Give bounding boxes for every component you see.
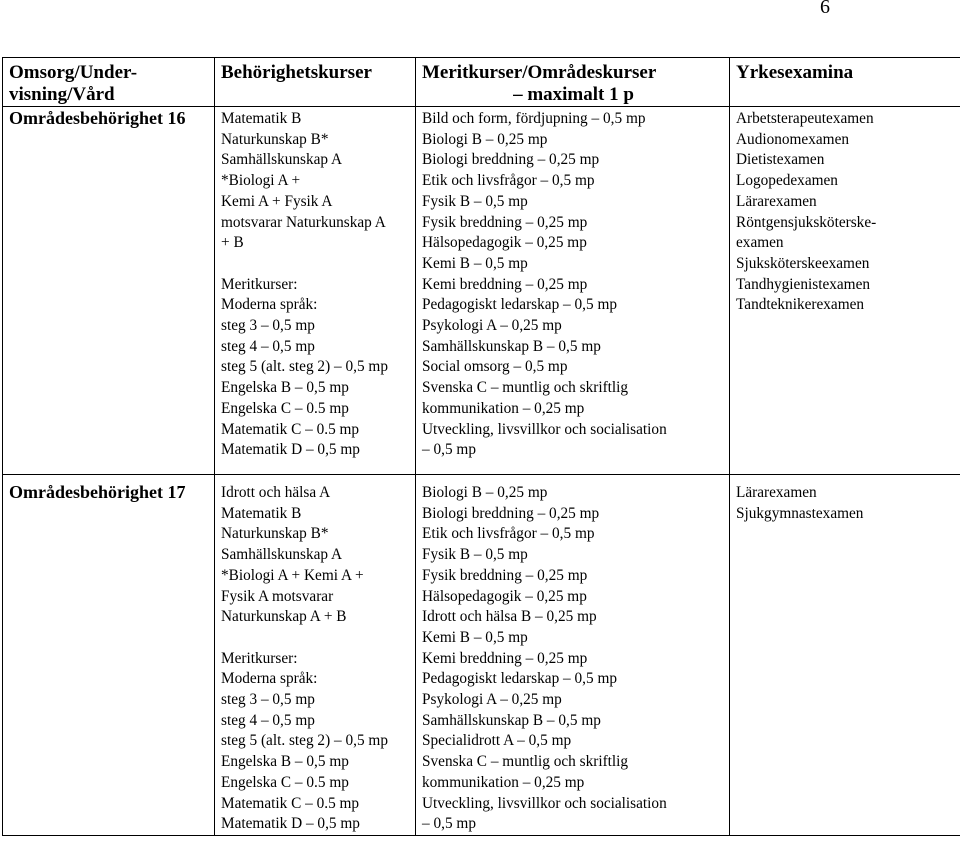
cell-line: Etik och livsfrågor – 0,5 mp bbox=[422, 172, 595, 190]
cell-line: steg 3 – 0,5 mp bbox=[221, 317, 315, 335]
cell-line: Matematik C – 0.5 mp bbox=[221, 794, 360, 812]
cell-line: Tandteknikerexamen bbox=[736, 296, 865, 314]
cell-line: Arbetsterapeutexamen bbox=[736, 110, 874, 127]
header-omsorg bbox=[3, 58, 215, 107]
cell-line: Social omsorg – 0,5 mp bbox=[422, 358, 568, 376]
cell-line: Matematik D – 0,5 mp bbox=[221, 815, 360, 833]
cell-line: Moderna språk: bbox=[221, 670, 318, 688]
header-meritkurser bbox=[416, 58, 730, 107]
cell-line: + B bbox=[221, 234, 244, 252]
header-omsorg-line1: Omsorg/Under- bbox=[9, 62, 138, 83]
cell-line: Audionomexamen bbox=[736, 130, 850, 148]
cell-line: kommunikation – 0,25 mp bbox=[422, 399, 585, 417]
header-behorighet bbox=[215, 58, 416, 107]
cell-line: Sjuksköterskeexamen bbox=[736, 254, 870, 272]
cell-line: examen bbox=[736, 234, 784, 252]
header-omsorg-line2: visning/Vård bbox=[9, 84, 115, 105]
cell-line: Idrott och hälsa B – 0,25 mp bbox=[422, 608, 597, 626]
cell-line: Fysik breddning – 0,25 mp bbox=[422, 213, 588, 231]
cell-line: Matematik C – 0.5 mp bbox=[221, 420, 360, 438]
cell-line: Naturkunskap B* bbox=[221, 525, 329, 543]
table-row bbox=[3, 475, 960, 836]
cell-line: Biologi B – 0,25 mp bbox=[422, 130, 548, 148]
cell-line: Matematik B bbox=[221, 110, 302, 127]
cell-line: Lärarexamen bbox=[736, 484, 817, 501]
cell-line: Pedagogiskt ledarskap – 0,5 mp bbox=[422, 670, 618, 688]
row-label-text: Områdesbehörighet 17 bbox=[9, 482, 186, 502]
cell-line: Lärarexamen bbox=[736, 192, 817, 210]
cell-line: Röntgensjuksköterske- bbox=[736, 213, 877, 231]
cell-line: Fysik A motsvarar bbox=[221, 587, 334, 605]
cell-line: Samhällskunskap B – 0,5 mp bbox=[422, 337, 601, 355]
cell-line: Idrott och hälsa A bbox=[221, 484, 331, 501]
behorighet-cell bbox=[215, 475, 416, 836]
header-row bbox=[3, 58, 960, 107]
cell-line: kommunikation – 0,25 mp bbox=[422, 773, 585, 791]
yrkes-cell bbox=[730, 475, 960, 836]
cell-line: Utveckling, livsvillkor och socialisation bbox=[422, 420, 667, 438]
header-meritkurser-line1: Meritkurser/Områdeskurser bbox=[422, 62, 657, 83]
row-label-text: Områdesbehörighet 16 bbox=[9, 108, 186, 128]
cell-line: Engelska B – 0,5 mp bbox=[221, 379, 349, 397]
cell-line: Engelska B – 0,5 mp bbox=[221, 753, 349, 771]
cell-line: Biologi breddning – 0,25 mp bbox=[422, 504, 600, 522]
cell-line: Utveckling, livsvillkor och socialisation bbox=[422, 794, 667, 812]
yrkes-cell bbox=[730, 107, 960, 475]
cell-line: *Biologi A + Kemi A + bbox=[221, 566, 364, 584]
row-label bbox=[3, 475, 215, 836]
cell-line: Moderna språk: bbox=[221, 296, 318, 314]
admission-table bbox=[2, 57, 960, 836]
cell-line: Svenska C – muntlig och skriftlig bbox=[422, 379, 629, 397]
cell-line: Psykologi A – 0,25 mp bbox=[422, 317, 562, 335]
cell-line: – 0,5 mp bbox=[422, 815, 476, 833]
cell-line: Sjukgymnastexamen bbox=[736, 504, 864, 522]
row-label bbox=[3, 107, 215, 475]
header-yrkesexamina-label: Yrkesexamina bbox=[736, 62, 854, 83]
cell-line: Kemi B – 0,5 mp bbox=[422, 254, 528, 272]
cell-line: – 0,5 mp bbox=[422, 441, 476, 459]
cell-line: Engelska C – 0.5 mp bbox=[221, 773, 349, 791]
cell-line: motsvarar Naturkunskap A bbox=[221, 213, 386, 231]
cell-line: steg 5 (alt. steg 2) – 0,5 mp bbox=[221, 732, 388, 750]
cell-line: Pedagogiskt ledarskap – 0,5 mp bbox=[422, 296, 618, 314]
cell-line: Matematik D – 0,5 mp bbox=[221, 441, 360, 459]
page-number: 6 bbox=[820, 0, 830, 18]
cell-line: Kemi breddning – 0,25 mp bbox=[422, 649, 588, 667]
cell-line: Samhällskunskap A bbox=[221, 151, 343, 169]
cell-line: steg 4 – 0,5 mp bbox=[221, 337, 315, 355]
cell-line: Hälsopedagogik – 0,25 mp bbox=[422, 587, 587, 605]
behorighet-cell bbox=[215, 107, 416, 475]
cell-line: Biologi breddning – 0,25 mp bbox=[422, 151, 600, 169]
cell-line: Samhällskunskap B – 0,5 mp bbox=[422, 711, 601, 729]
header-yrkesexamina bbox=[730, 58, 960, 107]
omrade-cell bbox=[416, 107, 730, 475]
header-meritkurser-line2: – maximalt 1 p bbox=[513, 84, 634, 105]
cell-line: Hälsopedagogik – 0,25 mp bbox=[422, 234, 587, 252]
cell-line: Matematik B bbox=[221, 504, 302, 522]
cell-line: steg 5 (alt. steg 2) – 0,5 mp bbox=[221, 358, 388, 376]
cell-line: Naturkunskap A + B bbox=[221, 608, 347, 626]
cell-line: Fysik breddning – 0,25 mp bbox=[422, 566, 588, 584]
cell-line: Kemi A + Fysik A bbox=[221, 192, 333, 210]
cell-line: Etik och livsfrågor – 0,5 mp bbox=[422, 525, 595, 543]
cell-line: Kemi breddning – 0,25 mp bbox=[422, 275, 588, 293]
merit-heading: Meritkurser: bbox=[221, 649, 298, 667]
cell-line: Fysik B – 0,5 mp bbox=[422, 546, 528, 564]
header-behorighet-label: Behörighetskurser bbox=[221, 62, 372, 83]
cell-line: Kemi B – 0,5 mp bbox=[422, 628, 528, 646]
cell-line: Fysik B – 0,5 mp bbox=[422, 192, 528, 210]
cell-line: Psykologi A – 0,25 mp bbox=[422, 691, 562, 709]
cell-line: Naturkunskap B* bbox=[221, 130, 329, 148]
merit-heading: Meritkurser: bbox=[221, 275, 298, 293]
cell-line: Tandhygienistexamen bbox=[736, 275, 871, 293]
cell-line: Engelska C – 0.5 mp bbox=[221, 399, 349, 417]
cell-line: Logopedexamen bbox=[736, 172, 838, 190]
cell-line: steg 4 – 0,5 mp bbox=[221, 711, 315, 729]
omrade-cell bbox=[416, 475, 730, 836]
cell-line: Bild och form, fördjupning – 0,5 mp bbox=[422, 110, 646, 127]
cell-line: steg 3 – 0,5 mp bbox=[221, 691, 315, 709]
cell-line: Svenska C – muntlig och skriftlig bbox=[422, 753, 629, 771]
cell-line: Biologi B – 0,25 mp bbox=[422, 484, 548, 501]
table-row bbox=[3, 107, 960, 475]
cell-line: Samhällskunskap A bbox=[221, 546, 343, 564]
cell-line: *Biologi A + bbox=[221, 172, 301, 190]
cell-line: Dietistexamen bbox=[736, 151, 825, 169]
cell-line: Specialidrott A – 0,5 mp bbox=[422, 732, 572, 750]
